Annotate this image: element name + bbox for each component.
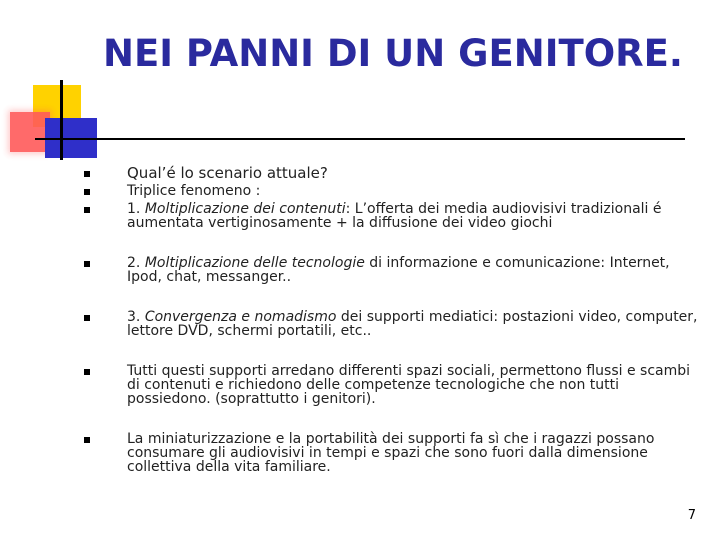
bullet-text: Qual’é lo scenario attuale?: [127, 164, 328, 182]
bullet-prefix: 2.: [127, 255, 145, 271]
bullet-prefix: 1.: [127, 201, 145, 217]
bullet-emphasis: Moltiplicazione delle tecnologie: [144, 255, 365, 271]
bullet-square-icon: [84, 207, 90, 213]
bullet-emphasis: Convergenza e nomadismo: [144, 309, 337, 325]
bullet-text: [127, 202, 705, 230]
decorative-vertical-line: [60, 80, 63, 160]
title-divider-line: [35, 138, 685, 140]
bullet-square-icon: [84, 369, 90, 375]
bullet-text: La miniaturizzazione e la portabilità dei supporti fa sì che i ragazzi possano consumare gli audiovisivi in tempi e spazi che sono fuori dalla dimensione collettiva della vita familiare.: [127, 431, 655, 475]
page-number: 7: [687, 508, 696, 523]
bullet-square-icon: [84, 261, 90, 267]
bullet-text: Triplice fenomeno :: [127, 183, 261, 199]
bullet-square-icon: [84, 171, 90, 177]
bullet-square-icon: [84, 315, 90, 321]
bullet-square-icon: [84, 189, 90, 195]
bullet-text: [127, 256, 705, 284]
bullet-text: [127, 310, 705, 338]
bullet-rest: di informazione e comunicazione: Internet, Ipod, chat, messanger..: [127, 255, 670, 285]
decorative-red-square: [10, 112, 50, 152]
bullet-text: Tutti questi supporti arredano differenti spazi sociali, permettono flussi e scambi di contenuti e richiedono delle competenze tecnologiche che non tutti possiedono. (soprattutto i genitori).: [127, 363, 691, 407]
slide-title: NEI PANNI DI UN GENITORE.: [103, 32, 683, 75]
bullet-rest: : L’offerta dei media audiovisivi tradizionali é aumentata vertiginosamente + la diffusione dei video giochi: [127, 201, 662, 231]
bullet-square-icon: [84, 437, 90, 443]
bullet-prefix: 3.: [127, 309, 145, 325]
bullet-emphasis: Moltiplicazione dei contenuti: [144, 201, 346, 217]
bullet-rest: dei supporti mediatici: postazioni video, computer, lettore DVD, schermi portatili, etc..: [127, 309, 698, 339]
